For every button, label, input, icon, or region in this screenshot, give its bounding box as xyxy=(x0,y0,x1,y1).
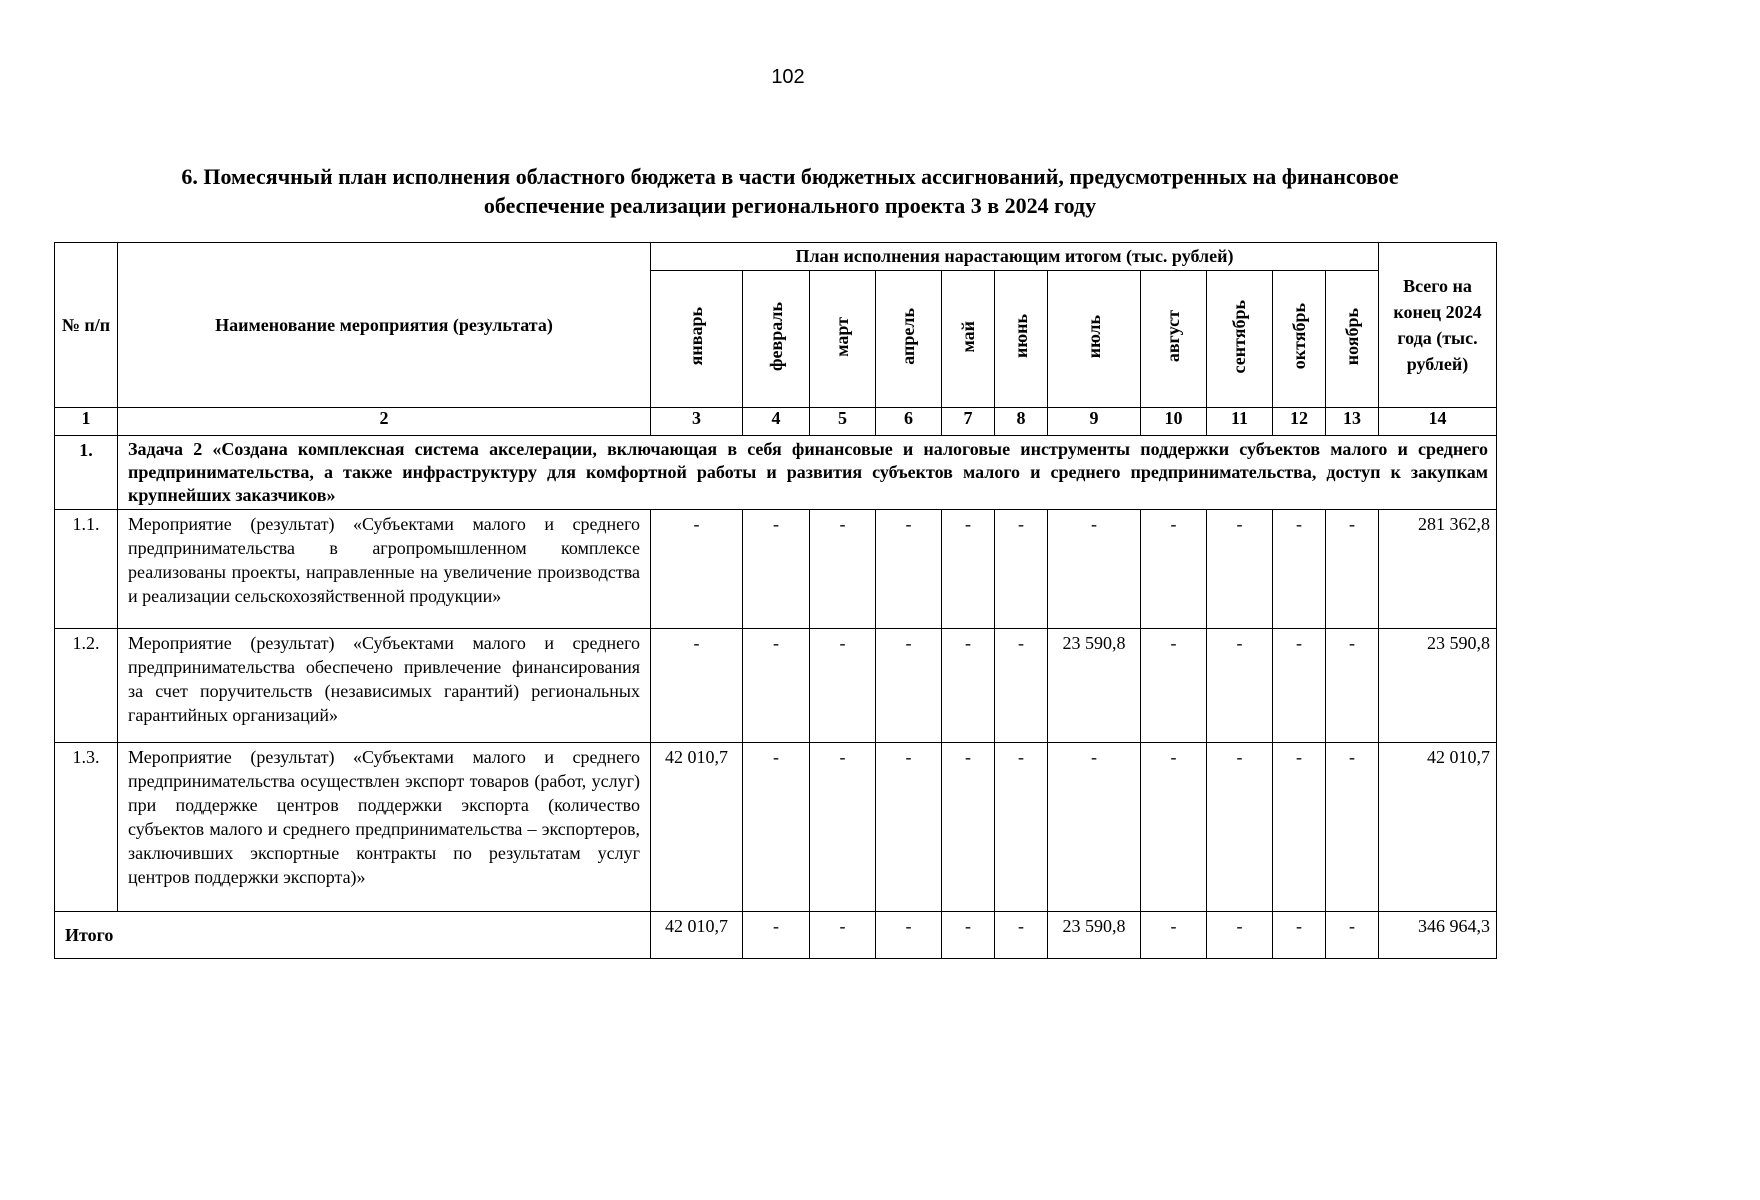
month-october: октябрь xyxy=(1273,271,1326,408)
cell-value: 42 010,7 xyxy=(651,743,743,912)
cell-value: 23 590,8 xyxy=(1048,629,1141,743)
month-november: ноябрь xyxy=(1326,271,1379,408)
cell-value: - xyxy=(651,510,743,629)
total-cell-value: - xyxy=(810,912,876,959)
row-num: 1.1. xyxy=(55,510,118,629)
column-number: 12 xyxy=(1273,408,1326,436)
total-cell-value: 23 590,8 xyxy=(1048,912,1141,959)
header-num: № п/п xyxy=(55,243,118,408)
cell-value: - xyxy=(651,629,743,743)
row-total: 23 590,8 xyxy=(1379,629,1497,743)
month-february: февраль xyxy=(743,271,810,408)
total-cell-value: - xyxy=(1207,912,1273,959)
cell-value: - xyxy=(995,743,1048,912)
cell-value: - xyxy=(810,510,876,629)
month-july: июль xyxy=(1048,271,1141,408)
cell-value: - xyxy=(1326,510,1379,629)
task-text: Задача 2 «Создана комплексная система акселерации, включающая в себя финансовые и налоговые инструменты поддержки субъектов малого и среднего предпринимательства, а также инфраструктуру для комфортной работы и развития субъектов малого и среднего предпринимательства, доступ к закупкам крупнейших заказчиков» xyxy=(118,436,1497,510)
cell-value: - xyxy=(1273,743,1326,912)
cell-value: - xyxy=(1141,743,1207,912)
column-number: 8 xyxy=(995,408,1048,436)
row-name: Мероприятие (результат) «Субъектами малого и среднего предпринимательства обеспечено привлечение финансирования за счет поручительств (независимых гарантий) региональных гарантийных организаций» xyxy=(118,629,651,743)
cell-value: - xyxy=(1326,629,1379,743)
cell-value: - xyxy=(1141,629,1207,743)
cell-value: - xyxy=(1141,510,1207,629)
column-number: 10 xyxy=(1141,408,1207,436)
cell-value: - xyxy=(942,743,995,912)
page-number: 102 xyxy=(771,66,805,88)
month-january: январь xyxy=(651,271,743,408)
header-name: Наименование мероприятия (результата) xyxy=(118,243,651,408)
cell-value: - xyxy=(743,743,810,912)
row-num: 1.2. xyxy=(55,629,118,743)
document-title xyxy=(60,162,1520,220)
month-august: август xyxy=(1141,271,1207,408)
column-number: 9 xyxy=(1048,408,1141,436)
total-cell-value: 42 010,7 xyxy=(651,912,743,959)
cell-value: - xyxy=(1273,629,1326,743)
month-march: март xyxy=(810,271,876,408)
column-number: 7 xyxy=(942,408,995,436)
column-number: 2 xyxy=(118,408,651,436)
grand-total: 346 964,3 xyxy=(1379,912,1497,959)
cell-value: - xyxy=(1326,743,1379,912)
total-row xyxy=(55,912,1497,959)
title-line-2: обеспечение реализации регионального проекта 3 в 2024 году xyxy=(483,193,1097,218)
cell-value: - xyxy=(942,629,995,743)
total-cell-value: - xyxy=(1273,912,1326,959)
month-may: май xyxy=(942,271,995,408)
cell-value: - xyxy=(995,629,1048,743)
column-number-row xyxy=(55,408,1497,436)
total-cell-value: - xyxy=(995,912,1048,959)
total-cell-value: - xyxy=(1326,912,1379,959)
table-row xyxy=(55,743,1497,912)
column-number: 13 xyxy=(1326,408,1379,436)
column-number: 6 xyxy=(876,408,942,436)
header-plan: План исполнения нарастающим итогом (тыс. рублей) xyxy=(651,243,1379,271)
total-cell-value: - xyxy=(743,912,810,959)
cell-value: - xyxy=(876,510,942,629)
cell-value: - xyxy=(810,629,876,743)
row-total: 281 362,8 xyxy=(1379,510,1497,629)
cell-value: - xyxy=(810,743,876,912)
task-num: 1. xyxy=(55,436,118,510)
budget-plan-table xyxy=(54,242,1497,959)
month-june: июнь xyxy=(995,271,1048,408)
column-number: 5 xyxy=(810,408,876,436)
month-september: сентябрь xyxy=(1207,271,1273,408)
table-row xyxy=(55,510,1497,629)
cell-value: - xyxy=(1048,510,1141,629)
total-label: Итого xyxy=(55,912,651,959)
column-number: 1 xyxy=(55,408,118,436)
header-row-1 xyxy=(55,243,1497,271)
column-number: 11 xyxy=(1207,408,1273,436)
cell-value: - xyxy=(1207,743,1273,912)
row-name: Мероприятие (результат) «Субъектами малого и среднего предпринимательства осуществлен экспорт товаров (работ, услуг) при поддержке центров поддержки экспорта (количество субъектов малого и среднего предпринимательства – экспортеров, заключивших экспортные контракты по результатам услуг центров поддержки экспорта)» xyxy=(118,743,651,912)
column-number: 4 xyxy=(743,408,810,436)
cell-value: - xyxy=(1207,629,1273,743)
task-row xyxy=(55,436,1497,510)
title-line-1: 6. Помесячный план исполнения областного бюджета в части бюджетных ассигнований, предусмотренных на финансовое xyxy=(181,164,1399,189)
column-number: 3 xyxy=(651,408,743,436)
cell-value: - xyxy=(743,629,810,743)
cell-value: - xyxy=(876,629,942,743)
header-total: Всего на конец 2024 года (тыс. рублей) xyxy=(1379,243,1497,408)
table-row xyxy=(55,629,1497,743)
row-name: Мероприятие (результат) «Субъектами малого и среднего предпринимательства в агропромышленном комплексе реализованы проекты, направленные на увеличение производства и реализации сельскохозяйственной продукции» xyxy=(118,510,651,629)
row-total: 42 010,7 xyxy=(1379,743,1497,912)
cell-value: - xyxy=(942,510,995,629)
total-cell-value: - xyxy=(876,912,942,959)
total-cell-value: - xyxy=(942,912,995,959)
cell-value: - xyxy=(1048,743,1141,912)
row-num: 1.3. xyxy=(55,743,118,912)
cell-value: - xyxy=(995,510,1048,629)
month-april: апрель xyxy=(876,271,942,408)
cell-value: - xyxy=(1273,510,1326,629)
total-cell-value: - xyxy=(1141,912,1207,959)
cell-value: - xyxy=(876,743,942,912)
cell-value: - xyxy=(743,510,810,629)
cell-value: - xyxy=(1207,510,1273,629)
column-number: 14 xyxy=(1379,408,1497,436)
